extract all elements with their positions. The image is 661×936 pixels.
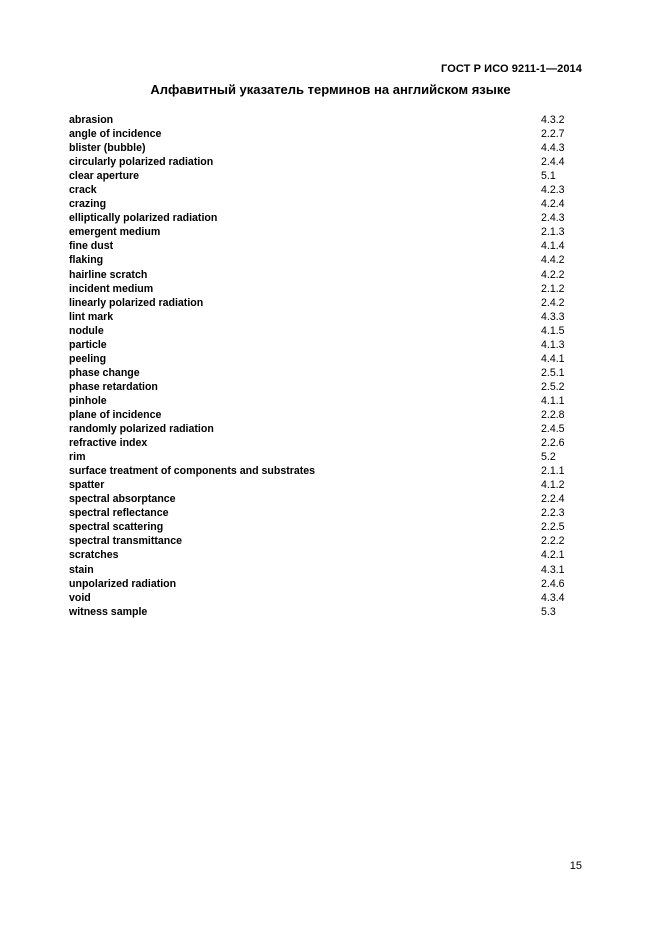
index-term: angle of incidence xyxy=(69,128,162,141)
index-entry xyxy=(69,169,589,183)
index-reference: 2.1.3 xyxy=(541,226,565,239)
index-reference: 2.4.5 xyxy=(541,423,565,436)
index-term: circularly polarized radiation xyxy=(69,156,214,169)
index-reference: 2.4.4 xyxy=(541,156,565,169)
index-reference: 2.2.5 xyxy=(541,521,565,534)
index-entry xyxy=(69,408,589,422)
index-title: Алфавитный указатель терминов на английском языке xyxy=(150,82,511,97)
index-entry xyxy=(69,591,589,605)
index-reference: 4.2.4 xyxy=(541,198,565,211)
index-reference: 4.1.5 xyxy=(541,324,565,337)
page-number: 15 xyxy=(569,860,582,872)
index-entry xyxy=(69,113,589,127)
term-index-list xyxy=(69,113,589,619)
index-reference: 4.3.3 xyxy=(541,310,565,323)
index-entry xyxy=(69,394,589,408)
index-reference: 5.2 xyxy=(541,451,556,464)
index-entry xyxy=(69,450,589,464)
index-term: abrasion xyxy=(69,114,114,126)
index-term: spectral transmittance xyxy=(69,535,183,548)
index-term: flaking xyxy=(69,254,104,267)
index-term: hairline scratch xyxy=(69,268,148,281)
index-entry xyxy=(69,338,589,352)
index-entry xyxy=(69,478,589,492)
index-entry xyxy=(69,436,589,450)
index-reference: 4.1.3 xyxy=(541,338,565,351)
index-term: crack xyxy=(69,184,97,197)
index-term: emergent medium xyxy=(69,226,161,239)
index-term: randomly polarized radiation xyxy=(69,423,214,436)
index-reference: 2.5.2 xyxy=(541,380,565,393)
index-entry xyxy=(69,492,589,506)
index-entry xyxy=(69,127,589,141)
index-entry xyxy=(69,141,589,155)
index-reference: 2.1.1 xyxy=(541,465,565,478)
index-term: linearly polarized radiation xyxy=(69,296,204,309)
index-term: spectral scattering xyxy=(69,521,164,534)
index-term: nodule xyxy=(69,324,104,337)
index-term: surface treatment of components and substrates xyxy=(69,465,316,478)
index-entry xyxy=(69,296,589,310)
index-reference: 2.4.3 xyxy=(541,212,565,225)
index-reference: 2.4.6 xyxy=(541,577,565,590)
index-entry xyxy=(69,563,589,577)
index-entry xyxy=(69,548,589,562)
index-term: fine dust xyxy=(69,240,114,253)
index-reference: 4.3.4 xyxy=(541,591,565,604)
index-entry xyxy=(69,422,589,436)
index-term: scratches xyxy=(69,549,119,562)
index-reference: 2.2.3 xyxy=(541,507,565,520)
index-entry xyxy=(69,183,589,197)
index-reference: 4.1.2 xyxy=(541,479,565,492)
index-reference: 2.4.2 xyxy=(541,296,565,309)
index-term: particle xyxy=(69,338,107,351)
index-reference: 4.4.1 xyxy=(541,352,565,365)
index-term: rim xyxy=(69,451,86,464)
index-term: spatter xyxy=(69,479,105,492)
index-entry xyxy=(69,366,589,380)
index-entry xyxy=(69,282,589,296)
index-term: void xyxy=(69,591,91,604)
index-entry xyxy=(69,605,589,619)
index-reference: 4.4.3 xyxy=(541,142,565,155)
index-term: stain xyxy=(69,563,94,576)
index-entry xyxy=(69,534,589,548)
index-reference: 2.2.8 xyxy=(541,408,565,421)
index-entry xyxy=(69,520,589,534)
index-reference: 4.2.1 xyxy=(541,549,565,562)
index-term: pinhole xyxy=(69,394,107,407)
index-term: plane of incidence xyxy=(69,408,162,421)
index-reference: 4.3.2 xyxy=(541,114,565,126)
index-reference: 4.2.2 xyxy=(541,268,565,281)
index-term: refractive index xyxy=(69,437,148,450)
index-entry xyxy=(69,197,589,211)
index-entry xyxy=(69,310,589,324)
index-term: incident medium xyxy=(69,282,154,295)
index-term: crazing xyxy=(69,198,107,211)
index-entry xyxy=(69,225,589,239)
index-reference: 4.2.3 xyxy=(541,184,565,197)
index-reference: 4.3.1 xyxy=(541,563,565,576)
index-term: spectral absorptance xyxy=(69,493,176,506)
index-entry xyxy=(69,155,589,169)
index-term: spectral reflectance xyxy=(69,507,169,520)
index-term: blister (bubble) xyxy=(69,142,146,155)
index-entry xyxy=(69,211,589,225)
index-reference: 2.2.4 xyxy=(541,493,565,506)
index-term: unpolarized radiation xyxy=(69,577,177,590)
index-term: phase change xyxy=(69,366,140,379)
index-reference: 2.2.7 xyxy=(541,128,565,141)
index-reference: 2.1.2 xyxy=(541,282,565,295)
index-term: witness sample xyxy=(69,605,148,618)
index-entry xyxy=(69,239,589,253)
index-entry xyxy=(69,464,589,478)
index-entry xyxy=(69,577,589,591)
index-term: peeling xyxy=(69,352,107,365)
index-reference: 4.4.2 xyxy=(541,254,565,267)
index-entry xyxy=(69,324,589,338)
index-reference: 4.1.4 xyxy=(541,240,565,253)
index-entry xyxy=(69,380,589,394)
index-term: phase retardation xyxy=(69,380,158,393)
index-term: clear aperture xyxy=(69,170,140,183)
index-entry xyxy=(69,253,589,267)
index-entry xyxy=(69,268,589,282)
index-reference: 5.1 xyxy=(541,170,556,183)
index-term: lint mark xyxy=(69,310,114,323)
index-reference: 4.1.1 xyxy=(541,394,565,407)
document-code: ГОСТ Р ИСО 9211-1—2014 xyxy=(441,63,582,75)
index-entry xyxy=(69,352,589,366)
index-reference: 2.2.6 xyxy=(541,437,565,450)
index-term: elliptically polarized radiation xyxy=(69,212,218,225)
index-entry xyxy=(69,506,589,520)
index-reference: 2.5.1 xyxy=(541,366,565,379)
index-reference: 5.3 xyxy=(541,605,556,618)
index-reference: 2.2.2 xyxy=(541,535,565,548)
